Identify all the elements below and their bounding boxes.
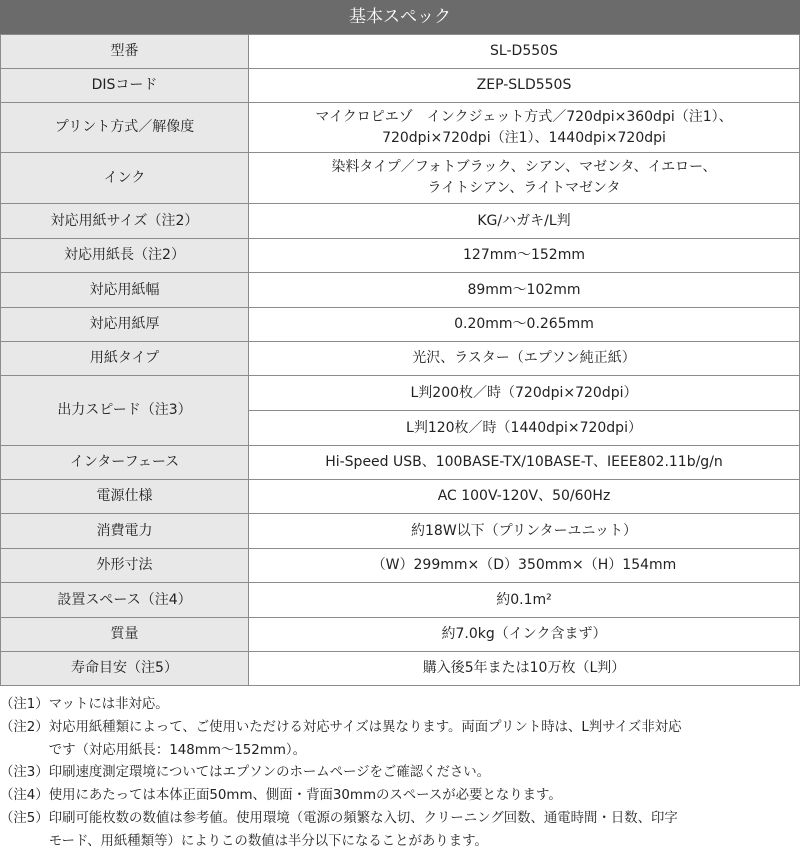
table-row <box>1 618 800 652</box>
value-line: 720dpi×720dpi（注1）、1440dpi×720dpi <box>382 129 666 146</box>
row-value: L判200枚／時（720dpi×720dpi） <box>249 376 800 411</box>
table-row <box>1 583 800 618</box>
table-row <box>1 652 800 686</box>
footnote-mark: （注3） <box>0 765 49 781</box>
row-label: 対応用紙厚 <box>1 308 249 342</box>
row-value: L判120枚／時（1440dpi×720dpi） <box>249 411 800 446</box>
row-value: AC 100V-120V、50/60Hz <box>249 480 800 514</box>
spec-title: 基本スペック <box>0 0 800 34</box>
footnote <box>0 717 800 763</box>
spec-table <box>0 34 800 686</box>
row-label: 出力スピード（注3） <box>1 376 249 446</box>
row-label: インターフェース <box>1 446 249 480</box>
footnotes <box>0 694 800 854</box>
table-row <box>1 239 800 273</box>
row-label: 対応用紙幅 <box>1 273 249 308</box>
footnote <box>0 762 800 785</box>
footnote-line: です（対応用紙長：148mm～152mm）。 <box>48 742 306 758</box>
row-value: SL-D550S <box>249 35 800 69</box>
footnote-text <box>49 785 800 808</box>
footnote-line: マットには非対応。 <box>48 697 169 712</box>
footnote-text <box>49 762 800 785</box>
footnote-line: 対応用紙種類によって、ご使用いただける対応サイズは異なります。両面プリント時は、L判サイズ非対応 <box>48 719 682 735</box>
footnote-mark: （注2） <box>0 719 49 735</box>
footnote-line: モード、用紙種類等）によりこの数値は半分以下になることがあります。 <box>48 833 488 849</box>
table-row <box>1 342 800 376</box>
row-value: 89mm～102mm <box>249 273 800 308</box>
table-row <box>1 446 800 480</box>
row-label: 消費電力 <box>1 514 249 549</box>
row-value <box>249 153 800 204</box>
table-row <box>1 204 800 239</box>
table-row <box>1 514 800 549</box>
footnote-mark: （注5） <box>0 810 49 826</box>
table-row <box>1 549 800 583</box>
table-row <box>1 308 800 342</box>
footnote-mark: （注1） <box>0 697 49 712</box>
table-row <box>1 153 800 204</box>
table-row <box>1 103 800 153</box>
row-value: 0.20mm～0.265mm <box>249 308 800 342</box>
footnote-text <box>49 808 800 854</box>
row-label: 外形寸法 <box>1 549 249 583</box>
row-value: Hi-Speed USB、100BASE-TX/10BASE-T、IEEE802.11b/g/n <box>249 446 800 480</box>
value-line: マイクロピエゾ インクジェット方式／720dpi×360dpi（注1）、 <box>315 108 733 125</box>
table-row <box>1 376 800 411</box>
row-label: 対応用紙サイズ（注2） <box>1 204 249 239</box>
footnote-text <box>49 694 800 717</box>
row-value: 光沢、ラスター（エプソン純正紙） <box>249 342 800 376</box>
row-label: インク <box>1 153 249 204</box>
row-value: KG/ハガキ/L判 <box>249 204 800 239</box>
row-value: 127mm～152mm <box>249 239 800 273</box>
row-label: 用紙タイプ <box>1 342 249 376</box>
table-row <box>1 273 800 308</box>
row-value: 購入後5年または10万枚（L判） <box>249 652 800 686</box>
row-value: ZEP-SLD550S <box>249 69 800 103</box>
row-value: （W）299mm×（D）350mm×（H）154mm <box>249 549 800 583</box>
row-value: 約0.1m² <box>249 583 800 618</box>
value-line: ライトシアン、ライトマゼンタ <box>427 180 621 196</box>
table-row <box>1 35 800 69</box>
row-label: 対応用紙長（注2） <box>1 239 249 273</box>
row-label: DISコード <box>1 69 249 103</box>
footnote-line: 印刷可能枚数の数値は参考値。使用環境（電源の頻繁な入切、クリーニング回数、通電時間・日数、印字 <box>48 810 678 826</box>
footnote-line: 印刷速度測定環境についてはエプソンのホームページをご確認ください。 <box>48 765 491 781</box>
row-label: 寿命目安（注5） <box>1 652 249 686</box>
row-value: 約18W以下（プリンターユニット） <box>249 514 800 549</box>
row-label: 質量 <box>1 618 249 652</box>
value-line: 染料タイプ／フォトブラック、シアン、マゼンタ、イエロー、 <box>331 159 717 175</box>
row-label: プリント方式／解像度 <box>1 103 249 153</box>
table-row <box>1 69 800 103</box>
footnote-mark: （注4） <box>0 788 49 804</box>
footnote-text <box>49 717 800 763</box>
footnote-line: 使用にあたっては本体正面50mm、側面・背面30mmのスペースが必要となります。 <box>48 788 562 804</box>
row-value: 約7.0kg（インク含まず） <box>249 618 800 652</box>
row-label: 型番 <box>1 35 249 69</box>
row-label: 設置スペース（注4） <box>1 583 249 618</box>
row-label: 電源仕様 <box>1 480 249 514</box>
footnote <box>0 785 800 808</box>
row-value <box>249 103 800 153</box>
table-row <box>1 480 800 514</box>
footnote <box>0 694 800 717</box>
footnote <box>0 808 800 854</box>
